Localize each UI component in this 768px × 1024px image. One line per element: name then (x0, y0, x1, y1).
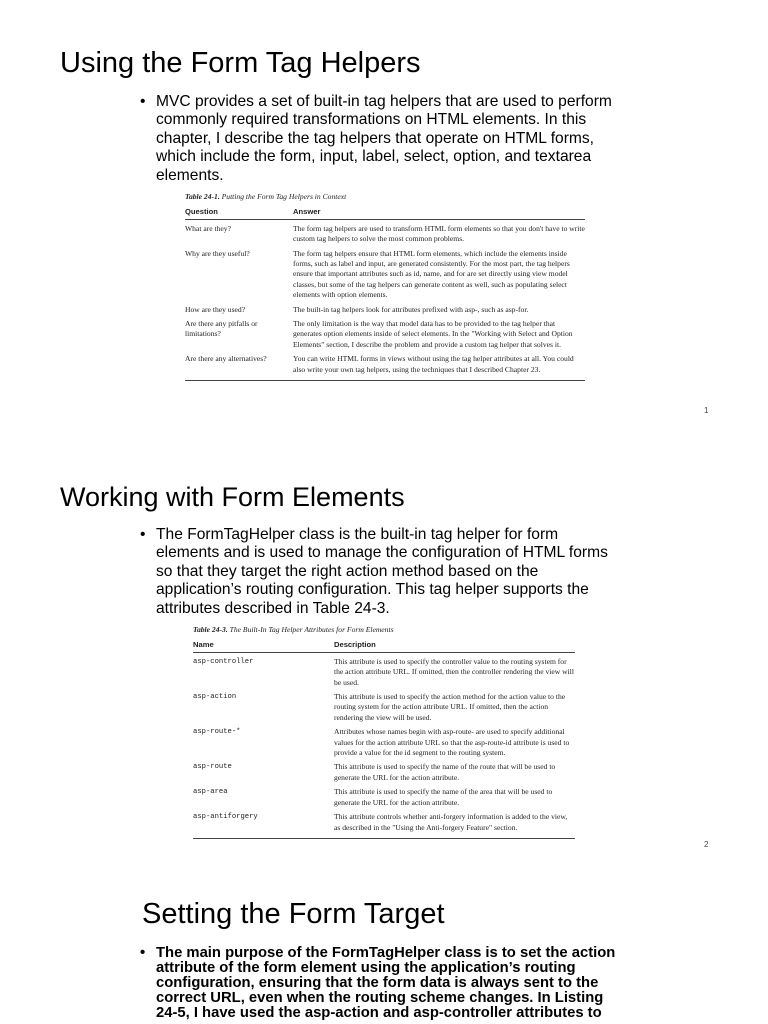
table-row (193, 727, 575, 758)
bullet-marker: • (140, 526, 146, 543)
table-caption-label: Table 24-1. (185, 192, 220, 201)
bullet-text: The main purpose of the FormTagHelper class is to set the action attribute of the form element using the application’s routing configuration, ensuring that the form data is always sent to the correct URL, even when the routing scheme changes. In Listing 24-5, I have used the asp-action and asp-controller attributes to (156, 945, 616, 1021)
table-row (193, 692, 575, 723)
row-attribute-name: asp-action (193, 693, 237, 702)
row-question: Why are they useful? (185, 248, 250, 258)
row-description: This attribute is used to specify the action method for the action value to the routing system for the action attribute URL. If omitted, then the action rendering the view will be used. (334, 692, 566, 722)
header-answer: Answer (293, 207, 321, 217)
header-question: Question (185, 207, 218, 217)
slide-3 (0, 880, 768, 1024)
bullet-point (140, 946, 620, 1021)
table-header (193, 640, 575, 652)
row-description: This attribute is used to specify the controller value to the routing system for the action attribute URL. If omitted, then the controller rendering the view will be used. (334, 656, 574, 687)
row-description: Attributes whose names begin with asp-route- are used to specify additional values for the action attribute URL so that the asp-route-id attribute is used to provide a value for the id segment to the routing system. (334, 727, 570, 758)
table-row (185, 305, 585, 315)
table-row (193, 787, 575, 808)
table-caption-text: Putting the Form Tag Helpers in Context (221, 192, 347, 201)
row-answer: The form tag helpers are used to transform HTML form elements so that you don't have to write custom tag helpers to solve the most common problems. (293, 223, 585, 244)
slide-2 (0, 440, 768, 880)
bullet-text: The FormTagHelper class is the built-in tag helper for form elements and is used to manage the configuration of HTML forms so that they target the right action method based on the application’s routing configuration. This tag helper supports the attributes described in Table 24-3. (156, 526, 608, 617)
row-question: Are there any pitfalls or limitations? (185, 319, 258, 339)
slide-title: Setting the Form Target (142, 898, 445, 930)
table-row (185, 319, 585, 350)
table-row (193, 657, 575, 688)
table-caption (193, 625, 575, 635)
table-row (193, 812, 575, 833)
row-attribute-name: asp-antiforgery (193, 813, 258, 822)
table-header (185, 207, 585, 219)
slide-title: Using the Form Tag Helpers (60, 47, 421, 79)
row-description: This attribute is used to specify the name of the route that will be used to generate the URL for the action attribute. (334, 762, 556, 782)
attributes-table (193, 625, 575, 839)
row-question: Are there any alternatives? (185, 354, 267, 364)
table-row (185, 249, 585, 301)
row-answer: The built-in tag helpers look for attributes prefixed with asp-, such as asp-for. (293, 304, 529, 314)
bullet-point (140, 93, 620, 185)
bullet-marker: • (140, 945, 146, 961)
bullet-point (140, 526, 620, 618)
page-number: 1 (704, 406, 709, 415)
row-question: What are they? (185, 223, 231, 233)
slide-1 (0, 0, 768, 440)
table-row (185, 354, 585, 375)
row-description: This attribute controls whether anti-forgery information is added to the view, as described in the "Using the Anti-forgery Feature" section. (334, 812, 568, 832)
table-caption (185, 192, 585, 202)
row-attribute-name: asp-area (193, 788, 228, 797)
row-answer: The only limitation is the way that model data has to be provided to the tag helper that generates option elements inside of select elements. In the "Working with Select and Option Elements" section, I describe the problem and provide a custom tag helper that solves it. (293, 319, 573, 349)
row-attribute-name: asp-route-* (193, 728, 241, 737)
table-bottom-rule (193, 838, 575, 839)
bullet-text: MVC provides a set of built-in tag helpers that are used to perform commonly required transformations on HTML elements. In this chapter, I describe the tag helpers that operate on HTML forms, which include the form, input, label, select, option, and textarea elements. (156, 93, 612, 184)
table-bottom-rule (185, 380, 585, 381)
slide-title: Working with Form Elements (60, 482, 405, 512)
page-number: 2 (704, 840, 709, 849)
row-answer: The form tag helpers ensure that HTML form elements, which include the elements inside forms, such as label and input, are generated consistently. For the most part, the tag helpers ensure that important attributes such as id, name, and for are set directly using view model classes, but some of the tag helpers can generate content as well, such as populating select elements with option elements. (293, 248, 570, 300)
table-caption-label: Table 24-3. (193, 625, 228, 634)
row-attribute-name: asp-route (193, 763, 232, 772)
header-name: Name (193, 640, 214, 650)
row-answer: You can write HTML forms in views without using the tag helper attributes at all. You could also write your own tag helpers, using the techniques that I described Chapter 23. (293, 354, 574, 374)
table-caption-text: The Built-In Tag Helper Attributes for Form Elements (229, 625, 394, 634)
header-description: Description (334, 640, 376, 650)
row-attribute-name: asp-controller (193, 657, 254, 666)
row-description: This attribute is used to specify the name of the area that will be used to generate the URL for the action attribute. (334, 787, 553, 807)
table-row (185, 224, 585, 245)
row-question: How are they used? (185, 304, 246, 314)
context-table (185, 192, 585, 381)
bullet-marker: • (140, 93, 146, 110)
table-row (193, 762, 575, 783)
